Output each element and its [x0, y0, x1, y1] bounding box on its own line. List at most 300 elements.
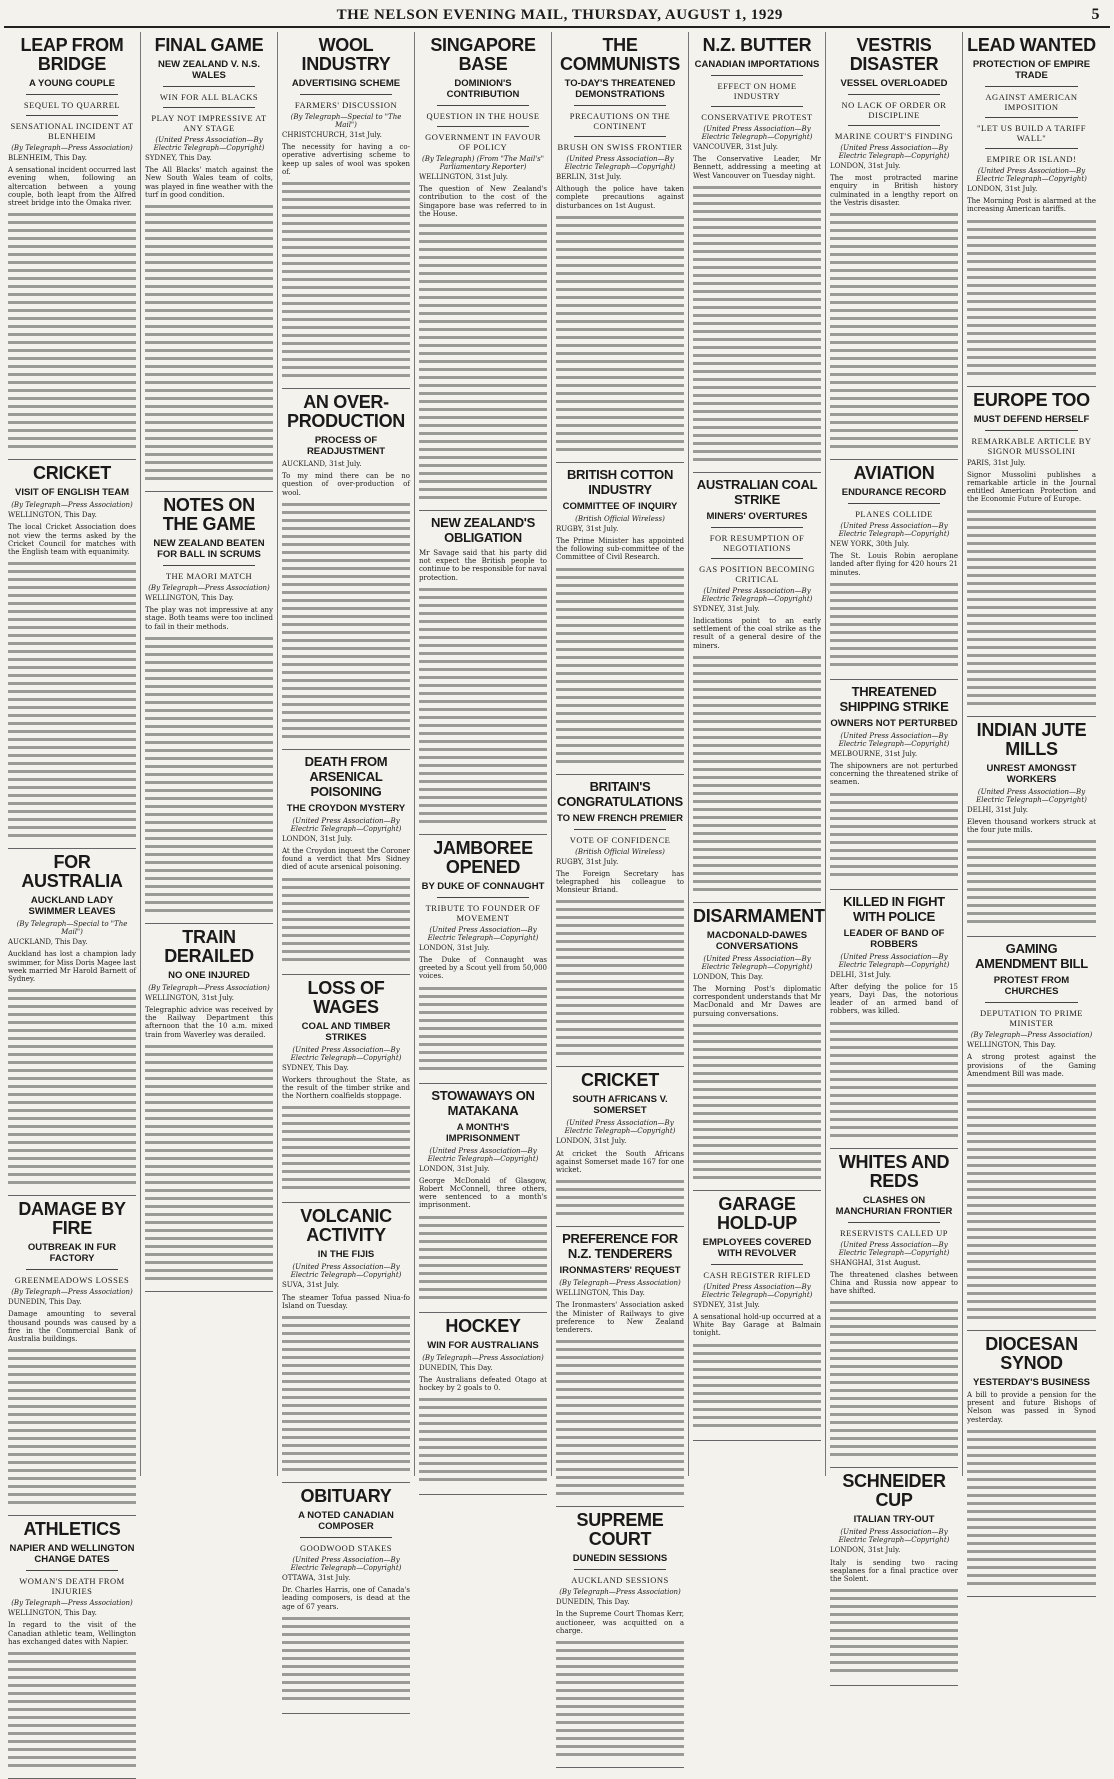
article — [556, 779, 684, 1068]
article — [693, 905, 825, 1191]
subheadline: EFFECT ON HOME INDUSTRY — [717, 81, 797, 101]
byline: (United Press Association—By Electric Telegraph—Copyright) — [564, 1119, 676, 1136]
masthead — [4, 4, 1110, 28]
column-6 — [689, 32, 826, 1476]
article-lead: In the Supreme Court Thomas Kerr, auctioneer, was acquitted on a charge. — [556, 1610, 684, 1635]
article-lead: Indications point to an early settlement of the coal strike as the result of a general desire of the miners. — [693, 617, 821, 650]
dateline: WELLINGTON, This Day. — [556, 1289, 645, 1298]
dateline: WELLINGTON, This Day. — [145, 594, 234, 603]
body-text-block — [8, 1650, 136, 1770]
body-text-block — [967, 1428, 1096, 1588]
body-text-block — [967, 218, 1096, 378]
dateline: DUNEDIN, This Day. — [8, 1298, 82, 1307]
dateline: LONDON, 31st July. — [282, 834, 353, 843]
headline: THE COMMUNISTS — [560, 35, 680, 74]
article-lead: The Duke of Connaught was greeted by a Scout yell from 50,000 voices. — [419, 956, 547, 981]
divider-rule — [985, 1002, 1078, 1003]
headline: SUPREME COURT — [576, 1510, 664, 1550]
columns — [4, 32, 1110, 1646]
article-lead: The St. Louis Robin aeroplane landed after flying for 420 hours 21 minutes. — [830, 552, 958, 577]
headline: FINAL GAME — [154, 35, 264, 55]
body-text-block — [967, 508, 1096, 708]
dateline: LONDON, 31st July. — [830, 1546, 901, 1555]
subheadline: AGAINST AMERICAN IMPOSITION — [985, 92, 1078, 112]
subheadline: THE MAORI MATCH — [165, 571, 253, 582]
subheadline: AUCKLAND SESSIONS — [571, 1575, 669, 1586]
subheadline: FOR RESUMPTION OF NEGOTIATIONS — [709, 532, 805, 553]
headline: LEAD WANTED — [967, 35, 1096, 55]
article — [419, 36, 547, 511]
divider-rule — [26, 1570, 118, 1571]
subheadline: IN THE FIJIS — [317, 1249, 375, 1261]
divider-rule — [848, 503, 940, 504]
divider-rule — [985, 117, 1078, 118]
body-text-block — [8, 987, 136, 1187]
dateline: SYDNEY, 31st July. — [693, 604, 760, 613]
headline: EUROPE TOO — [973, 389, 1090, 410]
subheadline: PROTEST FROM CHURCHES — [993, 975, 1070, 998]
body-text-block — [8, 1347, 136, 1507]
divider-rule — [711, 1264, 803, 1265]
article — [282, 36, 410, 389]
byline: (United Press Association—By Electric Telegraph—Copyright) — [701, 125, 813, 141]
subheadline: OUTBREAK IN FUR FACTORY — [27, 1242, 117, 1265]
article — [967, 391, 1096, 717]
headline: NOTES ON THE GAME — [162, 495, 256, 535]
subheadline: GOVERNMENT IN FAVOUR OF POLICY — [425, 132, 541, 152]
body-text-block — [282, 1615, 410, 1705]
divider-rule — [574, 105, 666, 106]
article — [693, 1195, 821, 1441]
body-text-block — [556, 1178, 684, 1218]
headline: DEATH FROM ARSENICAL POISONING — [304, 753, 388, 799]
dateline: WELLINGTON, This Day. — [8, 1609, 97, 1618]
headline: WOOL INDUSTRY — [301, 35, 391, 74]
headline: GAMING AMENDMENT BILL — [975, 941, 1088, 972]
headline: AVIATION — [853, 463, 935, 484]
headline: LOSS OF WAGES — [307, 977, 385, 1017]
article-lead: The most protracted marine enquiry in British history culminated in a lengthy report on the Vestris disaster. — [830, 174, 958, 207]
byline: (By Telegraph—Press Association) — [559, 1588, 681, 1597]
article-lead: The Prime Minister has appointed the following sub-committee of the Committee of Civil Research. — [556, 537, 684, 562]
article-lead: George McDonald of Glasgow, Robert McConnell, three others, were sentenced to a month's imprisonment. — [419, 1176, 547, 1210]
divider-rule — [574, 829, 666, 830]
article — [830, 464, 958, 680]
article — [967, 941, 1096, 1331]
subheadline: MINERS' OVERTURES — [706, 510, 808, 522]
article — [419, 1088, 547, 1313]
dateline: RUGBY, 31st July. — [556, 524, 619, 533]
subheadline: EMPIRE OR ISLAND! — [986, 154, 1077, 164]
dateline: PARIS, 31st July. — [967, 458, 1026, 467]
byline: (By Telegraph—Press Association) — [11, 1599, 133, 1608]
body-text-block — [282, 501, 410, 741]
divider-rule — [574, 1569, 666, 1570]
subheadline: MARINE COURT'S FINDING — [834, 131, 954, 141]
byline: (United Press Association—By Electric Telegraph—Copyright) — [427, 925, 539, 942]
body-text-block — [556, 1639, 684, 1759]
article — [693, 477, 821, 903]
subheadline: LEADER OF BAND OF ROBBERS — [843, 927, 945, 950]
subheadline: VISIT OF ENGLISH TEAM — [14, 487, 129, 499]
subheadline: ITALIAN TRY-OUT — [853, 1514, 935, 1526]
body-text-block — [419, 586, 547, 826]
byline: (By Telegraph—Press Association) — [148, 584, 270, 593]
dateline: DUNEDIN, This Day. — [419, 1363, 493, 1372]
byline: (By Telegraph) (From "The Mail's" Parliamentary Reporter) — [422, 155, 544, 171]
subheadline: MUST DEFEND HERSELF — [973, 413, 1090, 425]
article-lead: Signor Mussolini publishes a remarkable article in the Journal entitled American Protection and the Economic Future of Europe. — [967, 470, 1096, 504]
byline: (United Press Association—By Electric Telegraph—Copyright) — [838, 144, 950, 160]
article-lead: The Morning Post's diplomatic correspondent understands that Mr MacDonald and Mr Dawes are pursuing conversations. — [693, 985, 821, 1018]
article-lead: Telegraphic advice was received by the Railway Department this afternoon that the 10 a.m. mixed train from Waverley was derailed. — [145, 1006, 273, 1039]
article-lead: To my mind there can be no question of over-production of wool. — [282, 472, 410, 497]
divider-rule — [985, 148, 1078, 149]
headline: AUSTRALIAN COAL STRIKE — [696, 476, 818, 507]
dateline: SYDNEY, This Day. — [282, 1063, 349, 1072]
body-text-block — [8, 560, 136, 840]
byline: (By Telegraph—Press Association) — [11, 1288, 133, 1297]
headline: OBITUARY — [300, 1486, 392, 1507]
headline: VESTRIS DISASTER — [849, 35, 939, 74]
article — [556, 36, 684, 463]
divider-rule — [574, 136, 666, 137]
divider-rule — [26, 94, 118, 95]
dateline: OTTAWA, 31st July. — [282, 1574, 351, 1583]
subheadline: DOMINION'S CONTRIBUTION — [446, 78, 520, 100]
subheadline: "LET US BUILD A TARIFF WALL" — [977, 123, 1086, 143]
byline: (By Telegraph—Press Association) — [970, 1031, 1093, 1040]
subheadline: COAL AND TIMBER STRIKES — [301, 1020, 391, 1043]
subheadline: NEW ZEALAND BEATEN FOR BALL IN SCRUMS — [153, 538, 265, 561]
subheadline: THE CROYDON MYSTERY — [286, 802, 406, 814]
byline: (United Press Association—By Electric Telegraph—Copyright) — [838, 522, 950, 539]
headline: VOLCANIC ACTIVITY — [300, 1206, 392, 1246]
subheadline: ADVERTISING SCHEME — [291, 78, 401, 89]
subheadline: COMMITTEE OF INQUIRY — [562, 500, 678, 512]
dateline: RUGBY, 31st July. — [556, 857, 619, 866]
column-5 — [552, 32, 689, 1635]
subheadline: NAPIER AND WELLINGTON CHANGE DATES — [9, 1543, 135, 1566]
dateline: DELHI, 31st July. — [830, 970, 892, 979]
headline: BRITISH COTTON INDUSTRY — [566, 466, 674, 497]
headline: LEAP FROM BRIDGE — [20, 35, 124, 74]
body-text-block — [693, 1022, 821, 1182]
subheadline: OWNERS NOT PERTURBED — [830, 717, 958, 729]
article — [8, 853, 136, 1196]
subheadline: BRUSH ON SWISS FRONTIER — [557, 142, 683, 152]
headline: PREFERENCE FOR N.Z. TENDERERS — [562, 1231, 678, 1262]
body-text-block — [556, 566, 684, 766]
body-text-block — [830, 581, 958, 671]
divider-rule — [985, 86, 1078, 87]
article-lead: A strong protest against the provisions of the Gaming Amendment Bill was made. — [967, 1053, 1096, 1078]
body-text-block — [145, 203, 273, 483]
subheadline: TRIBUTE TO FOUNDER OF MOVEMENT — [425, 902, 541, 923]
dateline: WELLINGTON, This Day. — [8, 511, 97, 520]
body-text-block — [830, 791, 958, 881]
subheadline: NO LACK OF ORDER OR DISCIPLINE — [841, 100, 947, 120]
divider-rule — [300, 94, 392, 95]
byline: (United Press Association—By Electric Telegraph—Copyright) — [701, 1282, 813, 1299]
byline: (By Telegraph—Press Association) — [148, 983, 270, 992]
subheadline: CLASHES ON MANCHURIAN FRONTIER — [835, 1194, 953, 1217]
byline: (United Press Association—By Electric Telegraph—Copyright) — [838, 731, 950, 748]
divider-rule — [848, 125, 940, 126]
subheadline: DUNEDIN SESSIONS — [572, 1553, 668, 1565]
subheadline: REMARKABLE ARTICLE BY SIGNOR MUSSOLINI — [971, 435, 1092, 456]
article-lead: The shipowners are not perturbed concerning the threatened strike of seamen. — [830, 762, 958, 787]
headline: N.Z. BUTTER — [702, 35, 812, 55]
article-lead: The necessity for having a co-operative advertising scheme to keep up sales of wool was spoken of. — [282, 143, 410, 176]
headline: STOWAWAYS ON MATAKANA — [431, 1087, 535, 1118]
subheadline: PRECAUTIONS ON THE CONTINENT — [569, 111, 671, 131]
article — [145, 928, 273, 1292]
column-1 — [4, 32, 141, 1646]
article — [282, 1207, 410, 1483]
body-text-block — [145, 635, 273, 915]
headline: DAMAGE BY FIRE — [18, 1199, 126, 1239]
byline: (United Press Association—By Electric Telegraph—Copyright) — [838, 952, 950, 969]
headline: SINGAPORE BASE — [430, 35, 536, 74]
article-lead: The Australians defeated Otago at hockey by 2 goals to 0. — [419, 1375, 547, 1393]
dateline: DUNEDIN, This Day. — [556, 1598, 630, 1607]
dateline: SYDNEY, This Day. — [145, 154, 212, 162]
divider-rule — [985, 430, 1078, 431]
headline: JAMBOREE OPENED — [433, 837, 533, 877]
byline: (By Telegraph—Press Association) — [422, 1353, 544, 1362]
article-lead: At cricket the South Africans against Somerset made 167 for one wicket. — [556, 1149, 684, 1175]
article-lead: The All Blacks' match against the New South Wales team of colts, was played in fine weather with the turf in good condition. — [145, 166, 273, 199]
dateline: SHANGHAI, 31st August. — [830, 1258, 921, 1267]
subheadline: A NOTED CANADIAN COMPOSER — [298, 1510, 394, 1533]
headline: NEW ZEALAND'S OBLIGATION — [431, 515, 535, 546]
dateline: SUVA, 31st July. — [282, 1281, 340, 1290]
dateline: AUCKLAND, 31st July. — [282, 460, 362, 469]
article — [419, 1317, 547, 1496]
byline: (United Press Association—By Electric Telegraph—Copyright) — [976, 787, 1087, 804]
subheadline: GREENMEADOWS LOSSES — [14, 1275, 130, 1286]
subheadline: GAS POSITION BECOMING CRITICAL — [699, 563, 815, 584]
byline: (United Press Association—By Electric Telegraph—Copyright) — [701, 586, 813, 603]
dateline: CHRISTCHURCH, 31st July. — [282, 131, 382, 139]
article-lead: A sensational hold-up occurred at a White Bay Garage at Balmain tonight. — [693, 1313, 821, 1338]
article — [8, 1520, 136, 1779]
headline: THREATENED SHIPPING STRIKE — [839, 683, 949, 714]
byline: (By Telegraph—Special to "The Mail") — [16, 920, 128, 937]
article — [282, 1487, 410, 1714]
subheadline: BY DUKE OF CONNAUGHT — [421, 880, 545, 892]
subheadline: WIN FOR AUSTRALIANS — [427, 1339, 539, 1351]
article — [830, 1153, 958, 1469]
article — [282, 979, 410, 1204]
body-text-block — [556, 898, 684, 1058]
article — [145, 36, 273, 492]
subheadline: EMPLOYEES COVERED WITH REVOLVER — [702, 1236, 812, 1259]
article — [556, 1071, 684, 1227]
article-lead: The Ironmasters' Association asked the Minister of Railways to give preference to New Zealand tenderers. — [556, 1301, 684, 1335]
article — [967, 721, 1096, 938]
article — [693, 36, 821, 473]
divider-rule — [711, 75, 803, 76]
byline: (United Press Association—By Electric Telegraph—Copyright) — [290, 1556, 402, 1573]
headline: HOCKEY — [445, 1315, 521, 1336]
subheadline: SENSATIONAL INCIDENT AT BLENHEIM — [10, 121, 134, 141]
article — [556, 1511, 684, 1768]
body-text-block — [282, 1104, 410, 1194]
byline: (United Press Association—By Electric Telegraph—Copyright) — [838, 1528, 950, 1545]
article-lead: The local Cricket Association does not view the terms asked by the Cricket Council for matches with the English team with equanimity. — [8, 523, 136, 557]
dateline: AUCKLAND, This Day. — [8, 938, 88, 947]
dateline: NEW YORK, 30th July. — [830, 540, 910, 549]
article — [830, 36, 958, 460]
dateline: LONDON, 31st July. — [830, 162, 901, 170]
body-text-block — [145, 1043, 273, 1283]
subheadline: WIN FOR ALL BLACKS — [159, 92, 259, 102]
subheadline: MACDONALD-DAWES CONVERSATIONS — [706, 929, 808, 952]
subheadline: ENDURANCE RECORD — [841, 487, 947, 499]
subheadline: WOMAN'S DEATH FROM INJURIES — [19, 1576, 125, 1597]
dateline: BLENHEIM, This Day. — [8, 154, 87, 162]
byline: (United Press Association—By Electric Telegraph—Copyright) — [976, 167, 1087, 183]
divider-rule — [437, 126, 529, 127]
article — [556, 1231, 684, 1507]
divider-rule — [711, 558, 803, 559]
article — [419, 839, 547, 1084]
subheadline: NEW ZEALAND V. N.S. WALES — [157, 59, 261, 81]
subheadline: PROTECTION OF EMPIRE TRADE — [972, 59, 1091, 81]
byline: (United Press Association—By Electric Telegraph—Copyright) — [290, 816, 402, 833]
divider-rule — [848, 1222, 940, 1223]
article — [830, 684, 958, 890]
column-2 — [141, 32, 278, 1476]
body-text-block — [419, 1396, 547, 1486]
subheadline: NO ONE INJURED — [168, 969, 250, 981]
body-text-block — [8, 211, 136, 451]
headline: CRICKET — [581, 1070, 659, 1091]
article — [967, 1335, 1096, 1597]
subheadline: VESSEL OVERLOADED — [840, 78, 948, 89]
body-text-block — [693, 184, 821, 464]
dateline: BERLIN, 31st July. — [556, 173, 622, 181]
headline: FOR AUSTRALIA — [21, 852, 123, 892]
headline: KILLED IN FIGHT WITH POLICE — [843, 893, 945, 924]
headline: GARAGE HOLD-UP — [717, 1193, 797, 1233]
headline: SCHNEIDER CUP — [842, 1471, 946, 1511]
column-8 — [963, 32, 1100, 1476]
subheadline: QUESTION IN THE HOUSE — [426, 111, 540, 121]
dateline: MELBOURNE, 31st July. — [830, 749, 918, 758]
article-lead: A sensational incident occurred last evening when, following an altercation between a young couple, both leapt from the Alfred street bridge into the Omaka river. — [8, 166, 136, 208]
subheadline: FARMERS' DISCUSSION — [294, 100, 398, 110]
divider-rule — [711, 527, 803, 528]
article-lead: The steamer Tofua passed Niua-fo Island on Tuesday. — [282, 1293, 410, 1310]
article-lead: In regard to the visit of the Canadian athletic team, Wellington has exchanged dates with Napier. — [8, 1621, 136, 1646]
subheadline: PLAY NOT IMPRESSIVE AT ANY STAGE — [151, 113, 267, 133]
subheadline: YESTERDAY'S BUSINESS — [973, 1377, 1090, 1389]
body-text-block — [693, 654, 821, 894]
article-lead: The Foreign Secretary has telegraphed his colleague to Monsieur Briand. — [556, 869, 684, 895]
divider-rule — [163, 107, 255, 108]
byline: (By Telegraph—Special to "The Mail") — [290, 113, 402, 129]
body-text-block — [419, 1214, 547, 1304]
dateline: LONDON, 31st July. — [556, 1137, 627, 1146]
subheadline: SEQUEL TO QUARREL — [23, 100, 121, 110]
body-text-block — [556, 1338, 684, 1498]
dateline: WELLINGTON, This Day. — [967, 1041, 1056, 1050]
subheadline: TO NEW FRENCH PREMIER — [557, 812, 683, 824]
byline: (By Telegraph—Press Association) — [11, 144, 133, 152]
article — [419, 515, 547, 835]
body-text-block — [419, 985, 547, 1075]
byline: (By Telegraph—Press Association) — [11, 501, 133, 510]
article-lead: Damage amounting to several thousand pounds was caused by a fire in the Commercial Bank of Australia buildings. — [8, 1310, 136, 1344]
subheadline: CANADIAN IMPORTATIONS — [694, 59, 820, 70]
dateline: LONDON, This Day. — [693, 972, 764, 981]
subheadline: TO-DAY'S THREATENED DEMONSTRATIONS — [564, 78, 676, 100]
column-4 — [415, 32, 552, 1476]
dateline: SYDNEY, 31st July. — [693, 1300, 760, 1309]
dateline: LONDON, 31st July. — [419, 943, 490, 952]
article — [830, 1472, 958, 1686]
body-text-block — [830, 1299, 958, 1459]
subheadline: GOODWOOD STAKES — [299, 1543, 393, 1554]
subheadline: PLANES COLLIDE — [855, 509, 933, 520]
article-lead: The Conservative Leader, Mr Bennett, addressing a meeting at West Vancouver on Tuesday night. — [693, 155, 821, 180]
article-lead: The Morning Post is alarmed at the increasing American tariffs. — [967, 197, 1096, 214]
headline: AN OVER-PRODUCTION — [287, 392, 405, 432]
subheadline: UNREST AMONGST WORKERS — [986, 762, 1077, 785]
byline: (British Official Wireless) — [575, 847, 665, 856]
headline: INDIAN JUTE MILLS — [976, 719, 1087, 759]
dateline: VANCOUVER, 31st July. — [693, 143, 778, 151]
body-text-block — [830, 211, 958, 451]
body-text-block — [282, 180, 410, 380]
divider-rule — [437, 105, 529, 106]
article — [8, 1200, 136, 1516]
divider-rule — [163, 565, 255, 566]
dateline: WELLINGTON, 31st July. — [419, 173, 508, 181]
divider-rule — [26, 1269, 118, 1270]
article-lead: The threatened clashes between China and Russia now appear to have shifted. — [830, 1270, 958, 1296]
newspaper-page — [4, 4, 1110, 1646]
body-text-block — [693, 1342, 821, 1432]
byline: (United Press Association—By Electric Telegraph—Copyright) — [838, 1240, 950, 1257]
subheadline: DEPUTATION TO PRIME MINISTER — [980, 1008, 1083, 1029]
subheadline: CONSERVATIVE PROTEST — [701, 112, 813, 122]
subheadline: VOTE OF CONFIDENCE — [569, 834, 671, 845]
headline: DIOCESAN SYNOD — [985, 1334, 1078, 1374]
article-lead: Dr. Charles Harris, one of Canada's leading composers, is dead at the age of 67 years. — [282, 1586, 410, 1611]
headline: WHITES AND REDS — [838, 1151, 950, 1191]
article-lead: Eleven thousand workers struck at the four jute mills. — [967, 817, 1096, 835]
subheadline: SOUTH AFRICANS V. SOMERSET — [572, 1094, 668, 1117]
byline: (British Official Wireless) — [575, 514, 665, 523]
byline: (United Press Association—By Electric Telegraph—Copyright) — [290, 1045, 402, 1062]
article — [8, 464, 136, 849]
subheadline: A MONTH'S IMPRISONMENT — [446, 1121, 520, 1144]
article-lead: Auckland has lost a champion lady swimmer, for Miss Doris Magee last week married Mr Harold Barnett of Sydney. — [8, 950, 136, 984]
column-7 — [826, 32, 963, 1584]
article-lead: After defying the police for 15 years, Dayi Das, the notorious leader of an armed band of robbers, was killed. — [830, 982, 958, 1016]
byline: (United Press Association—By Electric Telegraph—Copyright) — [564, 155, 676, 171]
body-text-block — [967, 838, 1096, 928]
article — [8, 36, 136, 460]
byline: (United Press Association—By Electric Telegraph—Copyright) — [153, 136, 265, 152]
body-text-block — [967, 1082, 1096, 1322]
byline: (United Press Association—By Electric Telegraph—Copyright) — [701, 954, 813, 971]
divider-rule — [163, 86, 255, 87]
